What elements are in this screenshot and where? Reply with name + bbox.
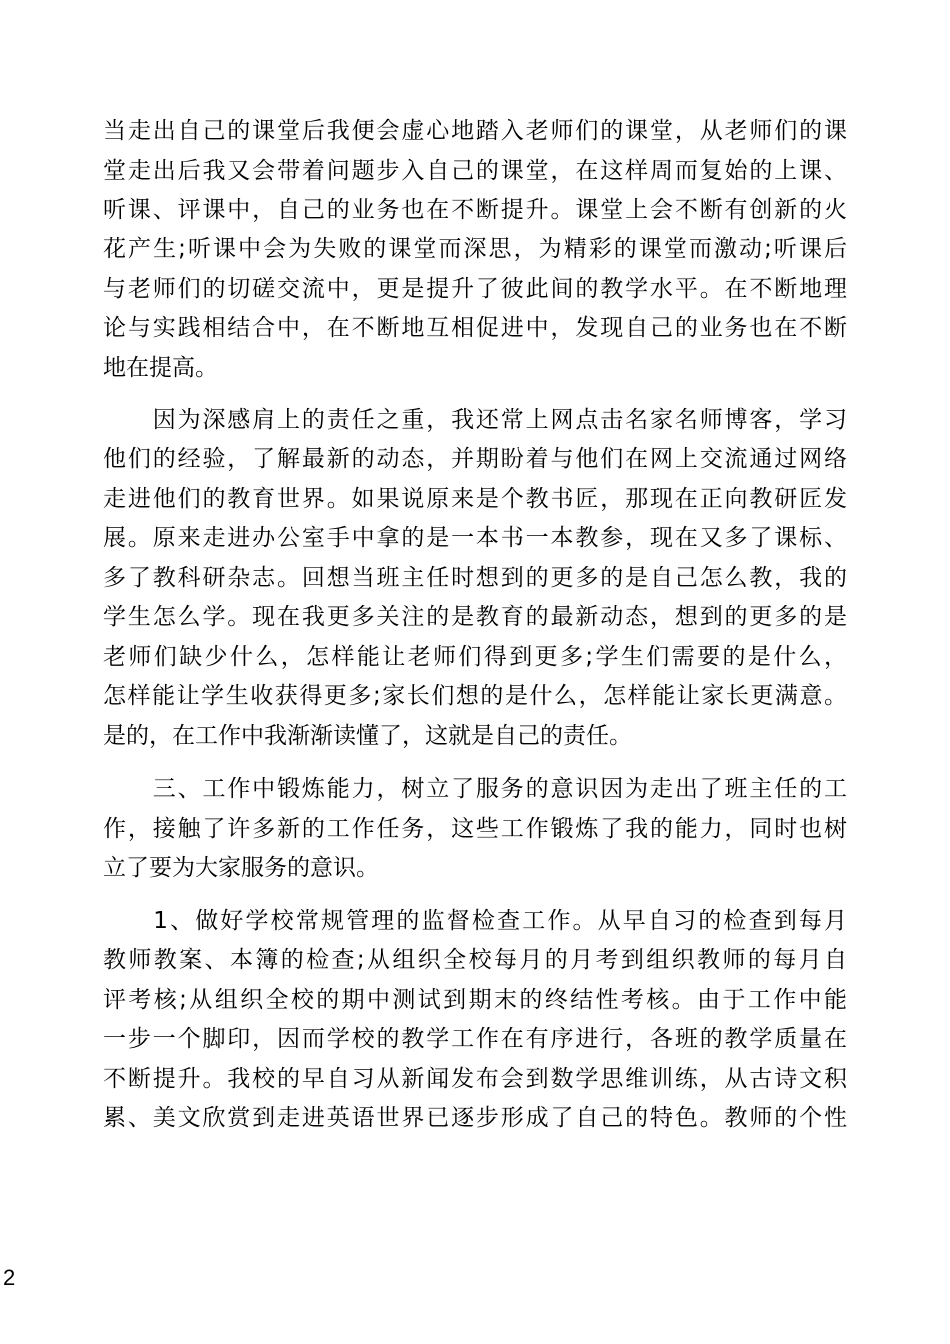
text-line: 学生怎么学。现在我更多关注的是教育的最新动态，想到的更多的是 (103, 604, 847, 630)
text-line: 听课、评课中，自己的业务也在不断提升。课堂上会不断有创新的火 (103, 197, 847, 223)
text-line: 立了要为大家服务的意识。 (103, 855, 379, 881)
text-line: 展。原来走进办公室手中拿的是一本书一本教参，现在又多了课标、 (103, 525, 847, 551)
text-line: 因为深感肩上的责任之重，我还常上网点击名家名师博客，学习 (103, 407, 847, 433)
text-line: 教师教案、本簿的检查;从组织全校每月的月考到组织教师的每月自 (103, 947, 847, 973)
text-line: 怎样能让学生收获得更多;家长们想的是什么，怎样能让家长更满意。 (103, 683, 847, 709)
text-line: 是的，在工作中我渐渐读懂了，这就是自己的责任。 (103, 723, 632, 749)
text-line: 多了教科研杂志。回想当班主任时想到的更多的是自己怎么教，我的 (103, 565, 847, 591)
text-line: 一步一个脚印，因而学校的教学工作在有序进行，各班的教学质量在 (103, 1026, 847, 1052)
text-line: 他们的经验，了解最新的动态，并期盼着与他们在网上交流通过网络 (103, 446, 847, 472)
text-line: 老师们缺少什么，怎样能让老师们得到更多;学生们需要的是什么， (103, 644, 847, 670)
text-line: 堂走出后我又会带着问题步入自己的课堂，在这样周而复始的上课、 (103, 158, 847, 184)
text-line: 1、做好学校常规管理的监督检查工作。从早自习的检查到每月 (103, 908, 847, 934)
text-line: 地在提高。 (103, 355, 218, 381)
text-line: 当走出自己的课堂后我便会虚心地踏入老师们的课堂，从老师们的课 (103, 118, 847, 144)
text-line: 不断提升。我校的早自习从新闻发布会到数学思维训练，从古诗文积 (103, 1066, 847, 1092)
text-line: 花产生;听课中会为失败的课堂而深思，为精彩的课堂而激动;听课后 (103, 236, 847, 262)
page-number: 2 (3, 1265, 16, 1290)
text-line: 论与实践相结合中，在不断地互相促进中，发现自己的业务也在不断 (103, 315, 847, 341)
text-line: 三、工作中锻炼能力，树立了服务的意识因为走出了班主任的工 (103, 776, 847, 802)
text-line: 与老师们的切磋交流中，更是提升了彼此间的教学水平。在不断地理 (103, 276, 847, 302)
text-line: 走进他们的教育世界。如果说原来是个教书匠，那现在正向教研匠发 (103, 486, 847, 512)
text-line: 累、美文欣赏到走进英语世界已逐步形成了自己的特色。教师的个性 (103, 1105, 847, 1131)
text-line: 评考核;从组织全校的期中测试到期末的终结性考核。由于工作中能 (103, 987, 847, 1013)
text-line: 作，接触了许多新的工作任务，这些工作锻炼了我的能力，同时也树 (103, 816, 847, 842)
